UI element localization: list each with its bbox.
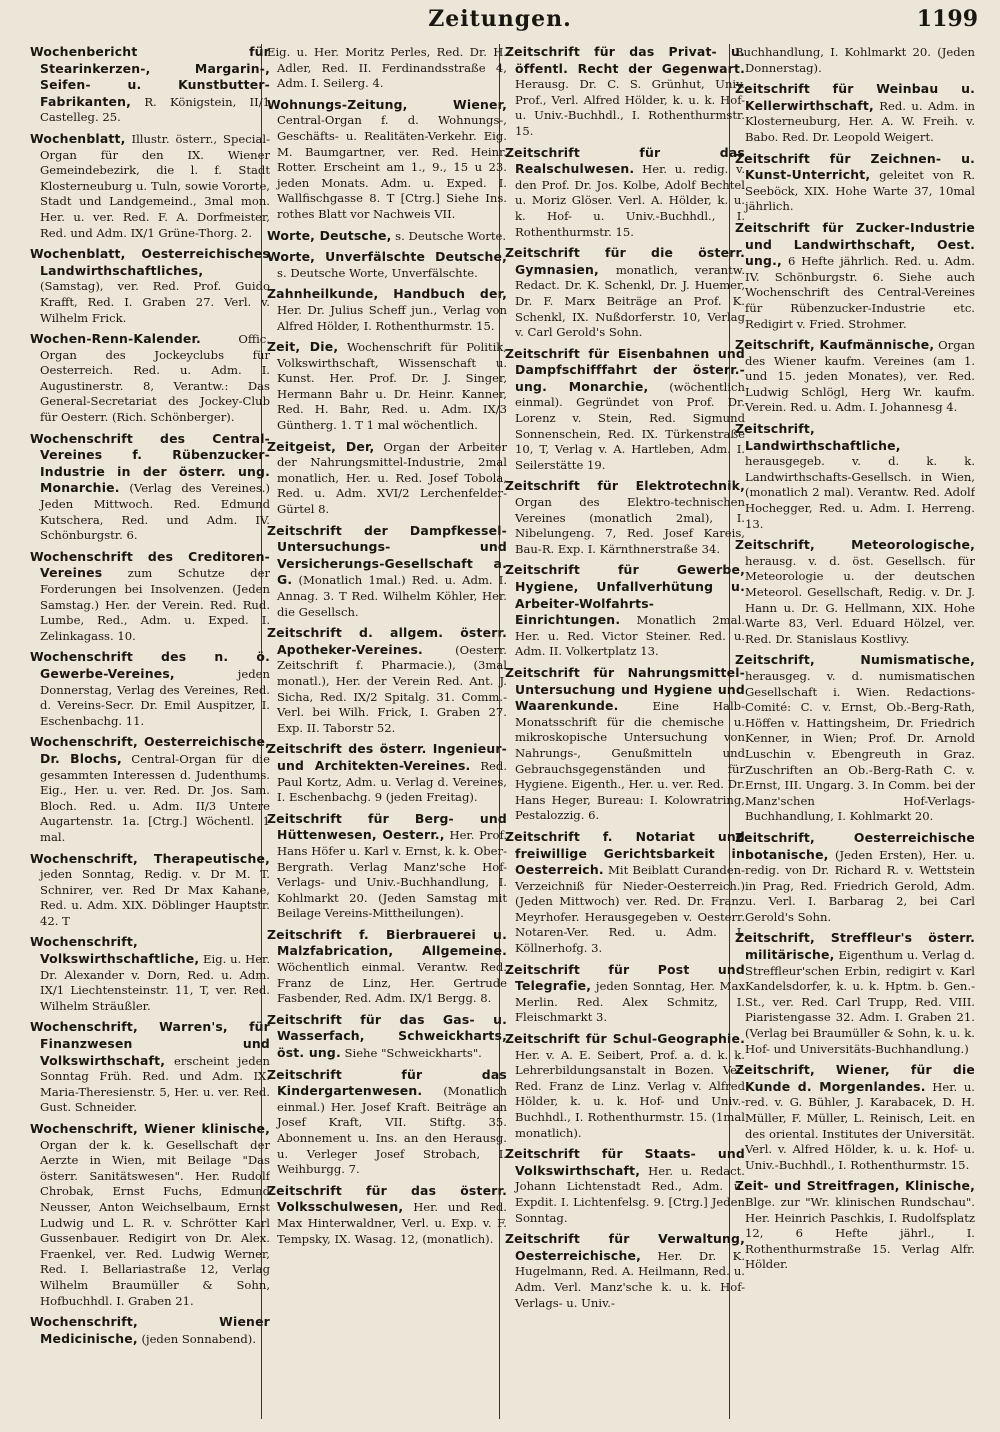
entry-heading: Zeitschrift für Berg- und Hüttenwesen, Oesterr., xyxy=(267,810,507,843)
directory-entry xyxy=(267,1183,507,1247)
entry-heading: Zeit- und Streitfragen, Klinische, xyxy=(735,1178,975,1194)
entry-text: herausgegeb. v. d. k. k. Landwirthschafts-Gesellsch. in Wien, (monatlich 2 mal). Verantw. Red. Adolf Hochegger, Red. u. Adm. I. Herreng. 13. xyxy=(745,454,975,531)
entry-text: herausg. v. d. öst. Gesellsch. für Meteorologie u. der deutschen Meteorol. Gesellschaft, Redig. v. Dr. J. Hann u. Dr. G. Hellmann, XIX. Hohe Warte 83, Verl. Eduard Hölzel, ver. Red. Dr. Stanislaus Kostlivy. xyxy=(745,553,975,646)
entry-heading: Zeitschrift, Oesterreichische botanische, xyxy=(735,829,975,862)
entry-text: Her. u. red. v. G. Bühler, J. Karabacek, D. H. Müller, F. Müller, L. Reinisch, Leit. en des oriental. Institutes der Universität. Verl. v. Alfred Hölder, k. u. k. Hof- u. Univ.-Buchhdl., I. Rothenthurmstr. 15. xyxy=(745,1079,975,1172)
entry-text: (Jeden Ersten), Her. u. redig. von Dr. Richard R. v. Wettstein in Prag, Red. Friedrich Gerold, Adm. u. Verl. I. Barbarag 2, bei Carl Gerold's Sohn. xyxy=(745,847,975,924)
directory-entry xyxy=(267,927,507,1007)
entry-heading: Wochenblatt, xyxy=(30,130,126,146)
entry-text: Eine Halb-Monatsschrift für die chemische u. mikroskopische Untersuchung von Nahrungs-, Genußmitteln und Gebrauchsgegenständen und für Hygiene. Eigenth., Her. u. ver. Red. Dr. Hans Heger, Bureau: I. Kolowratring, Pestalozzig. 6. xyxy=(515,699,745,823)
directory-entry xyxy=(505,829,745,957)
entry-text: R. Königstein, II/1 Castelleg. 25. xyxy=(40,94,270,125)
directory-entry xyxy=(735,1178,975,1273)
directory-entry xyxy=(30,649,270,729)
entry-heading: Zeit, Die, xyxy=(267,339,339,355)
directory-entry xyxy=(267,249,507,281)
entry-text: (Oesterr. Zeitschrift f. Pharmacie.), (3mal monatl.), Her. der Verein Red. Ant. J. Sicha, Red. IX/2 Spitalg. 31. Comm.-Verl. bei Wilh. Frick, I. Graben 27. Exp. II. Taborstr 52. xyxy=(277,642,507,735)
entry-text: Organ des Elektro-technischen Vereines (monatlich 2mal), I. Nibelungeng. 7, Red. Josef Kareis, Bau-R. Exp. I. Kärnthnerstraße 34. xyxy=(515,495,745,556)
directory-entry xyxy=(505,665,745,824)
entry-text: (Monatlich einmal.) Her. Josef Kraft. Beiträge an Josef Kraft, VII. Stiftg. 35. Abonnement u. Ins. an den Herausg. u. Verleger Josef Strobach, I. Weihburgg. 7. xyxy=(277,1084,507,1177)
directory-entry xyxy=(30,1314,270,1347)
entry-text: (Monatlich 1mal.) Red. u. Adm. I. Annag. 3. T Red. Wilhelm Köhler, Her. die Gesellsch. xyxy=(277,573,507,619)
directory-entry xyxy=(30,44,270,126)
entry-heading: Zeitschrift für Zeichnen- u. Kunst-Unterricht, xyxy=(735,150,975,183)
entry-heading: Wochenschrift, Wiener klinische, xyxy=(30,1121,270,1136)
directory-entry xyxy=(735,830,975,926)
directory-entry xyxy=(505,478,745,557)
entry-text: Eig. u. Her. Dr. Alexander v. Dorn, Red. u. Adm. IX/1 Liechtensteinstr. 11, T, ver. Red. Wilhelm Sträußler. xyxy=(40,952,270,1013)
directory-entry xyxy=(735,337,975,416)
directory-entry xyxy=(735,652,975,825)
entry-text: Wochenschrift für Politik, Volkswirthschaft, Wissenschaft u. Kunst. Her. Prof. Dr. J. Singer, Hermann Bahr u. Dr. Heinr. Kanner, Red. H. Bahr, Red. u. Adm. IX/3 Güntherg. 1. T 1 mal wöchentlich. xyxy=(277,340,507,433)
entry-heading: Zeitschrift für das Realschulwesen. xyxy=(505,144,745,177)
page-number: 1199 xyxy=(916,6,978,32)
entry-heading: Wochenschrift, Wiener Medicinische, xyxy=(30,1314,270,1346)
entry-heading: Zeitschrift, Numismatische, xyxy=(735,652,975,668)
entry-heading: Zeitschrift für das Gas- u. Wasserfach, Schweickharts, öst. ung. xyxy=(267,1011,507,1061)
entry-text: Buchhandlung, I. Kohlmarkt 20. (Jeden Donnerstag). xyxy=(735,45,975,75)
entry-text: Monatlich 2mal. Her. u. Red. Victor Steiner. Red. u. Adm. II. Volkertplatz 13. xyxy=(515,613,745,659)
entry-heading: Zeitschrift der Dampfkessel-Untersuchungs- und Versicherungs-Gesellschaft a. G. xyxy=(267,522,507,588)
entry-heading: Wochenschrift, Volkswirthschaftliche, xyxy=(30,934,200,967)
directory-entry xyxy=(735,220,975,332)
directory-entry xyxy=(267,228,507,245)
entry-text: Central-Organ f. d. Wohnungs-, Geschäfts- u. Realitäten-Verkehr. Eig. M. Baumgartner, ver. Red. Heinr. Rotter. Erscheint am 1., 9., 15 u 23. jeden Monats. Adm. u. Exped. I. Wallfischgasse 8. T [Ctrg.] Siehe Ins. rothes Blatt vor Nachweis VII. xyxy=(277,113,507,221)
directory-entry xyxy=(505,1146,745,1226)
entry-text: Mit Beiblatt Curanden-Verzeichniß für Nieder-Oesterreich.) (Jeden Mittwoch) ver. Red. Dr. Franz Meyrhofer. Herausgegeben v. Oesterr. Notaren-Ver. Red. u. Adm. I. Köllnerhofg. 3. xyxy=(515,863,745,956)
running-title: Zeitungen. xyxy=(428,6,572,32)
entry-heading: Zeitschrift für das Privat- u. öffentl. Recht der Gegenwart. xyxy=(505,44,745,76)
directory-entry xyxy=(30,734,270,845)
entry-text: Organ des Wiener kaufm. Vereines (am 1. und 15. jeden Monates), ver. Red. Ludwig Schlögl, Herg Wr. kaufm. Verein. Red. u. Adm. I. Johannesg 4. xyxy=(745,338,975,415)
entry-heading: Zeitschrift, Streffleur's österr. militärische, xyxy=(735,930,975,963)
entry-text: s. Deutsche Worte. xyxy=(395,228,507,243)
entry-heading: Zahnheilkunde, Handbuch der, xyxy=(267,286,507,302)
entry-text: Her. u. redig. v. den Prof. Dr. Jos. Kolbe, Adolf Bechtel u. Moriz Glöser. Verl. A. Hölder, k. u. k. Hof- u. Univ.-Buchhdl., I. Rothenthurmstr. 15. xyxy=(515,162,745,239)
entry-heading: Zeitschrift f. Bierbrauerei u. Malzfabrication, Allgemeine. xyxy=(267,926,507,959)
entry-heading: Zeitschrift des österr. Ingenieur- und Architekten-Vereines. xyxy=(267,741,507,773)
entry-heading: Zeitschrift für Staats- und Volkswirthschaft, xyxy=(505,1146,745,1178)
entry-text: zum Schutze der Forderungen bei Insolvenzen. (Jeden Samstag.) Her. der Verein. Red. Rud. Lumbe, Red., Adm. u. Exped. I. Zelinkagass. 10. xyxy=(40,566,270,643)
entry-text: Central-Organ für die gesammten Interessen d. Judenthums. Eig., Her. u. ver. Red. Dr. Jos. Sam. Bloch. Red. u. Adm. II/3 Untere Augartenstr. 1a. [Ctrg.] Wöchentl. 1 mal. xyxy=(40,751,270,844)
entry-heading: Wochenschrift, Warren's, für Finanzwesen und Volkswirthschaft, xyxy=(30,1019,270,1068)
entry-heading: Zeitschrift für Verwaltung, Oesterreichische, xyxy=(505,1231,745,1263)
entry-heading: Zeitgeist, Der, xyxy=(267,438,375,454)
directory-entry xyxy=(267,811,507,922)
entry-heading: Zeitschrift für Schul-Geographie. xyxy=(505,1031,745,1047)
directory-entry xyxy=(30,431,270,544)
entry-heading: Wochenschrift des n. ö. Gewerbe-Vereines, xyxy=(30,649,270,681)
entry-heading: Zeitschrift für Nahrungsmittel-Untersuchung und Hygiene und Waarenkunde. xyxy=(505,664,745,714)
directory-entry xyxy=(267,523,507,621)
column-4 xyxy=(735,44,975,1424)
entry-text: jeden Donnerstag, Verlag des Vereines, Red. d. Vereins-Secr. Dr. Emil Auspitzer, I. Eschenbachg. 11. xyxy=(40,666,270,728)
entry-text: Her. v. A. E. Seibert, Prof. a. d. k. k. Lehrerbildungsanstalt in Bozen. Ver. Red. Franz de Linz. Verlag v. Alfred Hölder, k. u. k. Hof- und Univ.-Buchhdl., I. Rothenthurmstr. 15. (1mal monatlich). xyxy=(515,1047,745,1140)
entry-text: Blge. zur "Wr. klinischen Rundschau". Her. Heinrich Paschkis, I. Rudolfsplatz 12, 6 Hefte jährl., I. Rothenthurmstraße 15. Verlag Alfr. Hölder. xyxy=(745,1194,975,1272)
directory-entry xyxy=(735,1062,975,1173)
entry-text: (jeden Sonnabend). xyxy=(141,1331,257,1346)
directory-entry xyxy=(267,741,507,805)
entry-text: Organ der Arbeiter der Nahrungsmittel-Industrie, 2mal monatlich, Her. u. Red. Josef Tobola, Red. u. Adm. XVI/2 Lerchenfelder-Gürtel 8. xyxy=(277,439,507,517)
entry-heading: Wohnungs-Zeitung, Wiener, xyxy=(267,96,507,112)
entry-text: (wöchentlich einmal). Gegründet von Prof. Dr. Lorenz v. Stein, Red. Sigmund Sonnenschein, Red. IX. Türkenstraße 10, T, Verlag v. A. Hartleben, Adm. I. Seilerstätte 19. xyxy=(515,379,745,472)
entry-heading: Wochen-Renn-Kalender. xyxy=(30,331,201,347)
entry-text: (Samstag), ver. Red. Prof. Guido Krafft, Red. I. Graben 27. Verl. v. Wilhelm Frick. xyxy=(40,279,270,325)
directory-entry xyxy=(267,44,507,92)
entry-heading: Zeitschrift für die österr. Gymnasien, xyxy=(505,245,745,277)
entry-heading: Wochenblatt, Oesterreichisches Landwirthschaftliches, xyxy=(30,246,270,278)
entry-text: erscheint jeden Sonntag Früh. Red. und Adm. IX. Maria-Theresienstr. 5, Her. u. ver. Red. Gust. Schneider. xyxy=(40,1053,270,1115)
entry-heading: Zeitschrift für Post und Telegrafie, xyxy=(505,961,745,994)
entry-heading: Zeitschrift f. Notariat und freiwillige Gerichtsbarkeit in Oesterreich. xyxy=(505,828,745,878)
directory-entry xyxy=(30,331,270,426)
directory-entry xyxy=(30,851,270,930)
entry-heading: Worte, Deutsche, xyxy=(267,227,392,243)
entry-text: geleitet von R. Seeböck, XIX. Hohe Warte 37, 10mal jährlich. xyxy=(745,168,975,214)
directory-entry xyxy=(30,934,270,1014)
directory-entry xyxy=(505,245,745,341)
directory-entry xyxy=(735,151,975,215)
column-1 xyxy=(30,44,270,1424)
directory-entry xyxy=(505,145,745,241)
entry-text: Illustr. österr., Special-Organ für den IX. Wiener Gemeindebezirk, die l. f. Stadt Klosterneuburg u. Tuln, sowie Vororte, Stadt und Landgemeind., 3mal mon. Her. u. ver. Red. F. A. Dorfmeister, Red. und Adm. IX/1 Grüne-Thorg. 2. xyxy=(40,131,270,240)
entry-heading: Wochenschrift, Oesterreichische, Dr. Blochs, xyxy=(30,734,270,766)
directory-entry xyxy=(735,44,975,76)
directory-entry xyxy=(505,562,745,660)
entry-heading: Zeitschrift für Gewerbe, Hygiene, Unfallverhütung u. Arbeiter-Wolfahrts-Einrichtungen. xyxy=(505,562,745,628)
directory-entry xyxy=(735,421,975,532)
entry-heading: Zeitschrift, Landwirthschaftliche, xyxy=(735,421,901,453)
entry-text: Wöchentlich einmal. Verantw. Red. Franz de Linz, Her. Gertrude Fasbender, Red. Adm. IX/1 Bergg. 8. xyxy=(277,960,507,1006)
directory-entry xyxy=(30,246,270,326)
entry-heading: Zeitschrift für das Kindergartenwesen. xyxy=(267,1066,507,1099)
directory-entry xyxy=(735,930,975,1057)
entry-heading: Zeitschrift, Wiener, für die Kunde d. Morgenlandes. xyxy=(735,1062,975,1094)
directory-entry xyxy=(505,346,745,474)
entry-heading: Zeitschrift, Kaufmännische, xyxy=(735,337,935,353)
entry-heading: Zeitschrift für Weinbau u. Kellerwirthschaft, xyxy=(735,81,975,113)
directory-entry xyxy=(505,962,745,1026)
entry-text: monatlich, verantw. Redact. Dr. K. Schenkl, Dr. J. Huemer, Dr. F. Marx Beiträge an Prof. K. Schenkl, IX. Nußdorferstr. 10, Verlag v. Carl Gerold's Sohn. xyxy=(515,262,745,340)
entry-text: Offic. Organ des Jockeyclubs für Oesterreich. Red. u. Adm. I. Augustinerstr. 8, Verantw.: Das General-Secretariat des Jockey-Club für Oesterr. (Rich. Schönberger). xyxy=(40,332,270,425)
directory-entry xyxy=(30,131,270,241)
entry-text: Herausg. Dr. C. S. Grünhut, Univ. Prof., Verl. Alfred Hölder, k. u. k. Hof- u. Univ.-Buchhdl., I. Rothenthurmstr. 15. xyxy=(515,77,745,138)
directory-entry xyxy=(267,97,507,223)
entry-text: Red. u. Adm. in Klosterneuburg, Her. A. W. Freih. v. Babo. Red. Dr. Leopold Weigert. xyxy=(745,98,975,144)
directory-entry xyxy=(267,1012,507,1062)
directory-entry xyxy=(30,1121,270,1309)
entry-text: Eigenthum u. Verlag d. Streffleur'schen Erbin, redigirt v. Karl Kandelsdorfer, k. u. k. Hptm. b. Gen.-St., ver. Red. Carl Trupp, Red. VIII. Piaristengasse 32. Adm. I. Graben 21. (Verlag bei Braumüller & Sohn, k. u. k. Hof- und Universitäts-Buchhandlung.) xyxy=(745,948,975,1056)
directory-entry xyxy=(735,81,975,145)
column-2 xyxy=(267,44,507,1424)
entry-heading: Zeitschrift, Meteorologische, xyxy=(735,537,975,553)
entry-heading: Zeitschrift d. allgem. österr. Apotheker-Vereines. xyxy=(267,625,507,657)
entry-heading: Worte, Unverfälschte Deutsche, xyxy=(267,249,507,265)
directory-entry xyxy=(267,625,507,736)
directory-entry xyxy=(267,339,507,434)
directory-entry xyxy=(267,286,507,334)
entry-heading: Wochenbericht für Stearinkerzen-, Margarin-, Seifen- u. Kunstbutter-Fabrikanten, xyxy=(30,44,270,109)
directory-entry xyxy=(505,44,745,140)
entry-heading: Wochenschrift, Therapeutische, xyxy=(30,850,270,866)
directory-entry xyxy=(735,537,975,647)
entry-text: 6 Hefte jährlich. Red. u. Adm. IV. Schönburgstr. 6. Siehe auch Wochenschrift des Central-Vereines für Rübenzucker-Industrie etc. Redigirt v. Fried. Strohmer. xyxy=(745,254,975,331)
entry-text: Her. u. Redact. Johann Lichtenstadt Red., Adm. u. Expdit. I. Lichtenfelsg. 9. [Ctrg.] Jeden Sonntag. xyxy=(515,1163,745,1225)
column-3 xyxy=(505,44,745,1424)
entry-heading: Wochenschrift des Central-Vereines f. Rübenzucker-Industrie in der österr. ung. Monarchie. xyxy=(30,430,270,496)
entry-text: Red. Paul Kortz, Adm. u. Verlag d. Vereines, I. Eschenbachg. 9 (jeden Freitag). xyxy=(277,758,507,805)
entry-text: Siehe "Schweickharts". xyxy=(344,1046,482,1061)
directory-entry xyxy=(267,1067,507,1178)
entry-text: Her. Dr. Julius Scheff jun., Verlag von Alfred Hölder, I. Rothenthurmstr. 15. xyxy=(277,302,507,333)
entry-text: herausgeg. v. d. numismatischen Gesellschaft i. Wien. Redactions-Comité: C. v. Ernst, Ob.-Berg-Rath, Höffen v. Hattingsheim, Dr. Friedrich Kenner, in Wien; Prof. Dr. Arnold Luschin v. Ebengreuth in Graz. Zuschriften an Ob.-Berg-Rath C. v. Ernst, III. Ungarg. 3. In Comm. bei der Manz'schen Hof-Verlags-Buchhandlung, I. Kohlmarkt 20. xyxy=(745,668,975,824)
entry-heading: Zeitschrift für das österr. Volksschulwesen, xyxy=(267,1182,507,1215)
entry-text: (Verlag des Vereines.) Jeden Mittwoch. Red. Edmund Kutschera, Red. und Adm. IV. Schönburgstr. 6. xyxy=(40,481,270,543)
entry-text: s. Deutsche Worte, Unverfälschte. xyxy=(277,265,478,280)
entry-text: Eig. u. Her. Moritz Perles, Red. Dr. H. Adler, Red. II. Ferdinandsstraße 4, Adm. I. Seilerg. 4. xyxy=(267,45,507,91)
entry-text: jeden Sonntag, Redig. v. Dr M. T. Schnirer, ver. Red Dr Max Kahane, Red. u. Adm. XIX. Döblinger Hauptstr. 42. T xyxy=(40,867,270,928)
directory-entry xyxy=(30,1019,270,1116)
entry-heading: Wochenschrift des Creditoren-Vereines xyxy=(30,548,270,581)
entry-text: Organ der k. k. Gesellschaft der Aerzte in Wien, mit Beilage "Das österr. Sanitätswesen". Her. Rudolf Chrobak, Ernst Fuchs, Edmund Neusser, Anton Weichselbaum, Ernst Ludwig und L. R. v. Schrötter Karl Gussenbauer. Redigirt von Dr. Alex. Fraenkel, ver. Red. Ludwig Werner, Red. I. Bellariastraße 12, Verlag Wilhelm Braumüller & Sohn, Hofbuchhdl. I. Graben 21. xyxy=(40,1137,270,1308)
entry-text: jeden Sonntag, Her. Max Merlin. Red. Alex Schmitz, I. Fleischmarkt 3. xyxy=(515,979,745,1025)
entry-text: Her. Prof. Hans Höfer u. Karl v. Ernst, k. k. Ober-Bergrath. Verlag Manz'sche Hof-Verlags- und Univ.-Buchhandlung, I. Kohlmarkt 20. (Jeden Samstag mit Beilage Vereins-Mittheilungen). xyxy=(277,828,507,921)
entry-text: Her. Dr. K. Hugelmann, Red. A. Heilmann, Red. u. Adm. Verl. Manz'sche k. u. k. Hof-Verlags- u. Univ.- xyxy=(515,1248,745,1310)
entry-heading: Zeitschrift für Elektrotechnik, xyxy=(505,478,745,494)
directory-entry xyxy=(267,439,507,518)
entry-heading: Zeitschrift für Eisenbahnen und Dampfschifffahrt der österr.-ung. Monarchie, xyxy=(505,345,745,394)
running-head xyxy=(0,4,1000,38)
directory-entry xyxy=(505,1231,745,1311)
entry-heading: Zeitschrift für Zucker-Industrie und Landwirthschaft, Oest. ung., xyxy=(735,219,975,269)
directory-entry xyxy=(30,549,270,645)
entry-text: Her. und Red. Max Hinterwaldner, Verl. u. Exp. v. F. Tempsky, IX. Wasag. 12, (monatlich). xyxy=(277,1200,507,1246)
directory-entry xyxy=(505,1031,745,1141)
